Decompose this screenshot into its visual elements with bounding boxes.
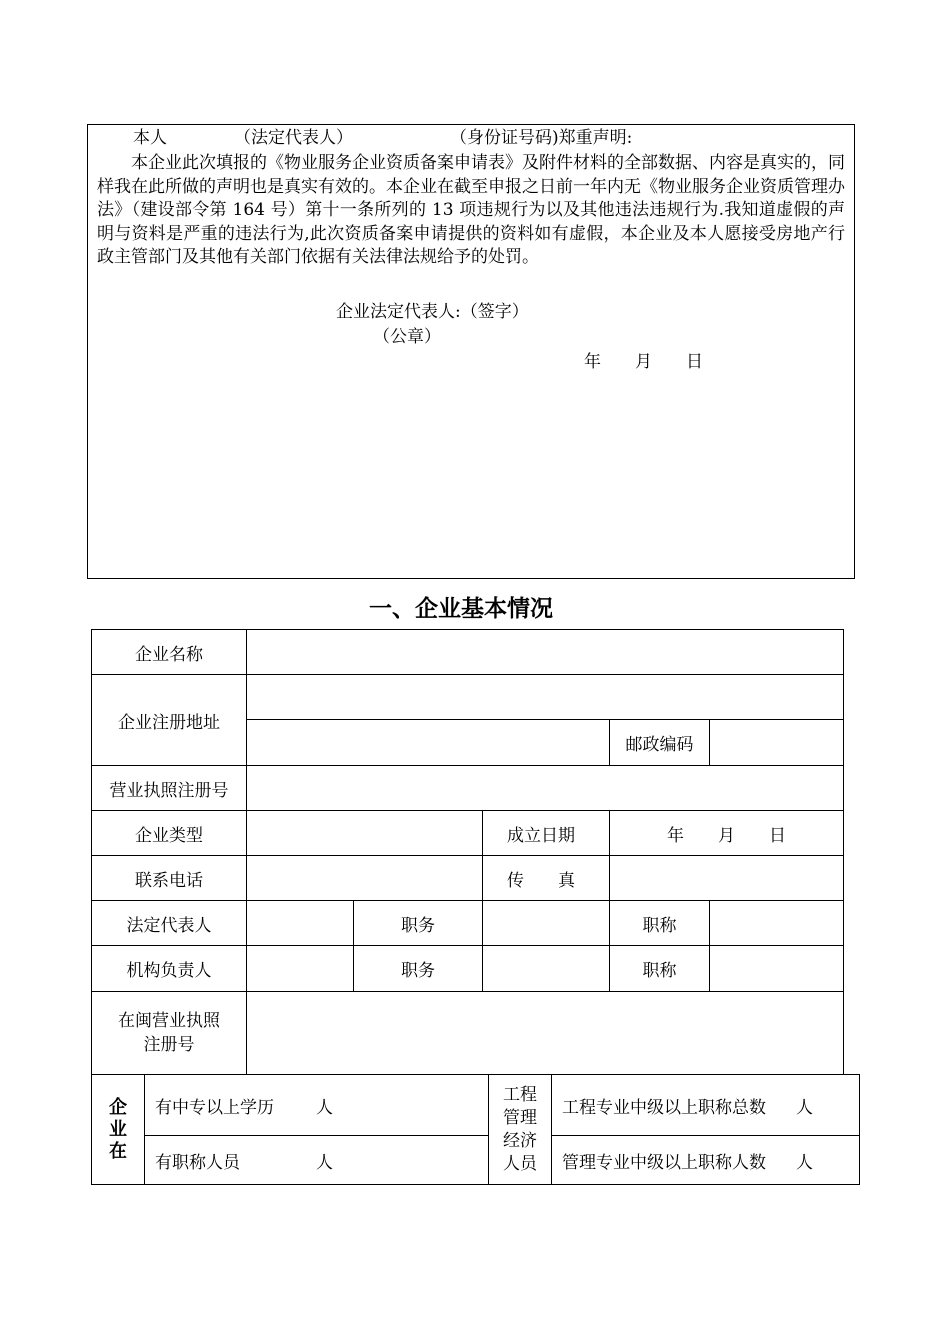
declarant-label: 本人	[133, 128, 167, 148]
mgmt-mid-title-cell[interactable]	[552, 1136, 860, 1185]
secondary-edu-unit: 人	[316, 1097, 333, 1118]
phone-field[interactable]	[247, 856, 483, 901]
staff-table	[91, 1074, 860, 1185]
legal-rep-field[interactable]	[247, 901, 354, 946]
eng-mid-title-cell[interactable]	[552, 1075, 860, 1136]
company-name-label: 企业名称	[92, 630, 247, 675]
engineering-staff-label: 工程管理经济人员	[489, 1075, 552, 1185]
eng-mid-title-unit: 人	[796, 1097, 813, 1118]
declaration-date: 年 月 日	[584, 352, 703, 372]
local-license-field[interactable]	[247, 992, 844, 1075]
legal-rep-label: 法定代表人	[92, 901, 247, 946]
business-license-field[interactable]	[247, 766, 844, 811]
id-number-declaration-label: （身份证号码)郑重声明:	[450, 128, 633, 148]
registered-address-field-2[interactable]	[247, 720, 610, 766]
legal-representative-label: （法定代表人）	[234, 128, 353, 148]
postal-code-label: 邮政编码	[610, 720, 710, 766]
phone-label: 联系电话	[92, 856, 247, 901]
postal-code-field[interactable]	[710, 720, 844, 766]
section-title: 一、企业基本情况	[369, 595, 553, 622]
org-head-title-field[interactable]	[710, 946, 844, 992]
registered-address-label: 企业注册地址	[92, 675, 247, 766]
eng-mid-title-label: 工程专业中级以上职称总数	[562, 1097, 766, 1118]
seal-label: （公章）	[373, 327, 441, 347]
org-head-field[interactable]	[247, 946, 354, 992]
fax-label: 传 真	[483, 856, 610, 901]
legal-rep-title-label: 职称	[610, 901, 710, 946]
company-type-field[interactable]	[247, 811, 483, 856]
with-title-unit: 人	[316, 1152, 333, 1173]
company-basic-info-table	[91, 629, 844, 1075]
org-head-position-label: 职务	[354, 946, 483, 992]
registered-address-field[interactable]	[247, 675, 844, 720]
business-license-label: 营业执照注册号	[92, 766, 247, 811]
company-type-label: 企业类型	[92, 811, 247, 856]
mgmt-mid-title-label: 管理专业中级以上职称人数	[562, 1152, 766, 1173]
with-title-label: 有职称人员	[155, 1152, 240, 1173]
org-head-title-label: 职称	[610, 946, 710, 992]
legal-rep-position-field[interactable]	[483, 901, 610, 946]
with-title-cell[interactable]	[145, 1136, 489, 1185]
local-license-label: 在闽营业执照注册号	[92, 992, 247, 1075]
declaration-body: 本企业此次填报的《物业服务企业资质备案申请表》及附件材料的全部数据、内容是真实的，同样我在此所做的声明也是真实有效的。本企业在截至申报之日前一年内无《物业服务企业资质管理办法》（建设部令第 164 号）第十一条所列的 13 项违规行为以及其他违法违规行为.我知道虚假的声明与资料是严重的违法行为,此次资质备案申请提供的资料如有虚假，本企业及本人愿接受房地产行政主管部门及其他有关部门依据有关法律法规给予的处罚。	[97, 153, 845, 267]
secondary-edu-cell[interactable]	[145, 1075, 489, 1136]
staff-side-label: 企业在	[92, 1075, 145, 1185]
legal-rep-title-field[interactable]	[710, 901, 844, 946]
company-name-field[interactable]	[247, 630, 844, 675]
org-head-position-field[interactable]	[483, 946, 610, 992]
fax-field[interactable]	[610, 856, 844, 901]
legal-rep-position-label: 职务	[354, 901, 483, 946]
founded-date-label: 成立日期	[483, 811, 610, 856]
mgmt-mid-title-unit: 人	[796, 1152, 813, 1173]
org-head-label: 机构负责人	[92, 946, 247, 992]
signature-label: 企业法定代表人:（签字）	[336, 302, 529, 322]
secondary-edu-label: 有中专以上学历	[155, 1097, 274, 1118]
founded-date-field[interactable]: 年 月 日	[610, 811, 844, 856]
